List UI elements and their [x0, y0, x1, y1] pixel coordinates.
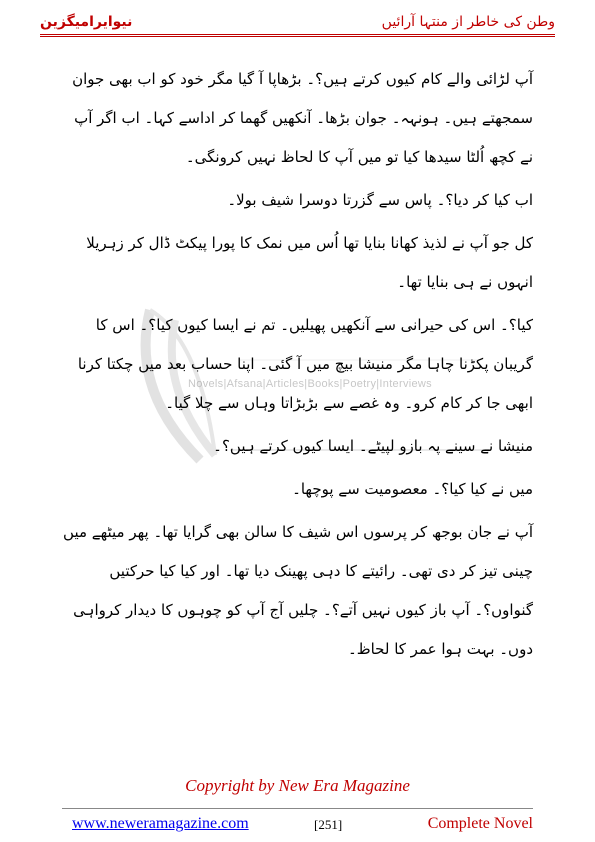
paragraph: کیا؟۔ اس کی حیرانی سے آنکھیں پھیلیں۔ تم نے ایسا کیوں کیا؟۔ اس کا گریبان پکڑنا چاہا مگر منیشا بیچ میں آ گئی۔ اپنا حساب بعد میں چکتا کرنا ابھی جا کر کام کرو۔ وہ غصے سے بڑبڑاتا وہاں سے چلا گیا۔: [77, 316, 533, 412]
novel-title: وطن کی خاطر از منتہا آرائیں: [381, 14, 555, 30]
paragraph: میں نے کیا کیا؟۔ معصومیت سے پوچھا۔: [292, 480, 533, 498]
footer-divider: [62, 808, 533, 809]
copyright-notice: Copyright by New Era Magazine: [185, 776, 410, 795]
website-link[interactable]: www.neweramagazine.com: [72, 815, 249, 832]
watermark-tagline: Novels|Afsana|Articles|Books|Poetry|Interviews: [188, 378, 432, 390]
page-footer: [62, 815, 533, 839]
paragraph: آپ نے جان بوجھ کر پرسوں اس شیف کا سالن بھی گرایا تھا۔ پھر میٹھے میں چینی تیز کر دی تھی۔ رائیتے کا دہی پھینک دیا تھا۔ اور کیا کیا حرکتیں گنواوں؟۔ آپ باز کیوں نہیں آتے؟۔ چلیں آج آپ کو چوہوں کا دیدار کرواہی دوں۔ بہت ہوا عمر کا لحاظ۔: [63, 523, 533, 658]
magazine-name: نیوایرامیگزین: [40, 14, 133, 30]
paragraph: منیشا نے سینے پہ بازو لپیٹے۔ ایسا کیوں کرتے ہیں؟۔: [213, 437, 533, 455]
novel-body: [62, 60, 533, 673]
page-number: [251]: [314, 817, 343, 832]
page-header: [40, 6, 555, 36]
header-divider: [40, 34, 555, 37]
paragraph: آپ لڑائی والے کام کیوں کرتے ہیں؟۔ بڑھاپا آ گیا مگر خود کو اب بھی جوان سمجھتے ہیں۔ ہونہہ۔ جوان بڑھا۔ آنکھیں گھما کر اداسے کہا۔ اب اگر آپ نے کچھ اُلٹا سیدھا کیا تو میں آپ کا لحاظ نہیں کرونگی۔: [72, 70, 533, 166]
category-label: Complete Novel: [427, 815, 533, 832]
paragraph: اب کیا کر دیا؟۔ پاس سے گزرتا دوسرا شیف بولا۔: [227, 191, 533, 209]
paragraph: کل جو آپ نے لذیذ کھانا بنایا تھا اُس میں نمک کا پورا پیکٹ ڈال کر زہریلا انہوں نے ہی بنایا تھا۔: [86, 234, 533, 291]
